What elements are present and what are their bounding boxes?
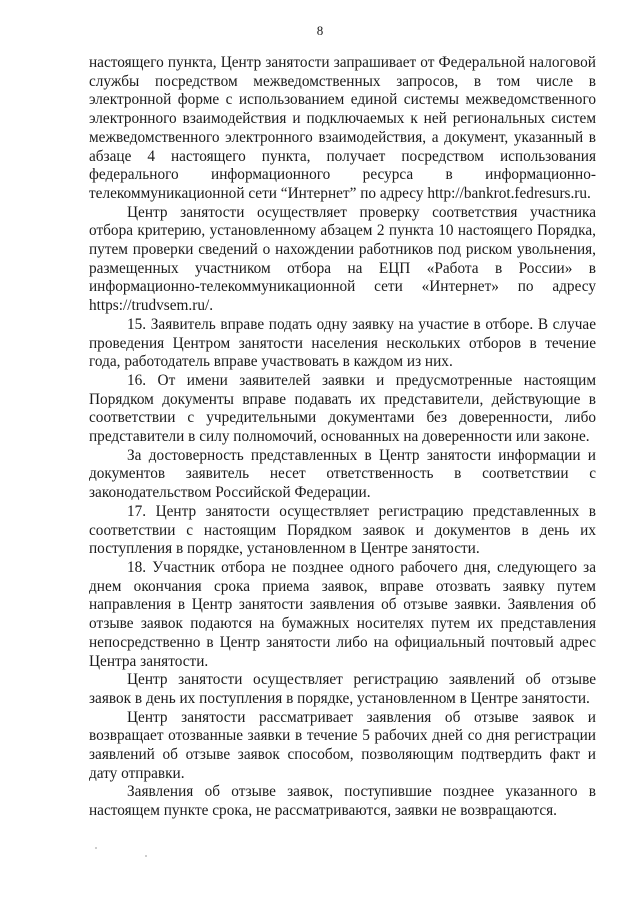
paragraph-continuation: настоящего пункта, Центр занятости запрашивает от Федеральной налоговой службы посредством межведомственных запросов, в том числе в электронной форме с использованием единой системы межведомственного электронного взаимодействия и подключаемых к ней региональных систем межведомственного электронного взаимодействия, а документ, указанный в абзаце 4 настоящего пункта, получает посредством использования федерального информационного ресурса в информационно-телекоммуникационной сети “Интернет” по адресу http://bankrot.fedresurs.ru.: [89, 54, 596, 202]
paragraph-withdrawal-registration: Центр занятости осуществляет регистрацию заявлений об отзыве заявок в день их поступления в порядке, установленном в Центре занятости.: [89, 671, 596, 707]
scan-speck: [95, 847, 97, 849]
paragraph-verification: Центр занятости осуществляет проверку соответствия участника отбора критерию, установленному абзацем 2 пункта 10 настоящего Порядка, путем проверки сведений о нахождении работников под риском увольнения, размещенных участником отбора на ЕЦП «Работа в России» в информационно-телекоммуникационной сети «Интернет» по адресу https://trudvsem.ru/.: [89, 203, 596, 315]
paragraph-item-18: 18. Участник отбора не позднее одного рабочего дня, следующего за днем окончания срока приема заявок, вправе отозвать заявку путем направления в Центр занятости заявления об отзыве заявки. Заявления об отзыве заявок подаются на бумажных носителях путем их представления непосредственно в Центр занятости либо на официальный почтовый адрес Центра занятости.: [89, 558, 596, 670]
paragraph-item-16: 16. От имени заявителей заявки и предусмотренные настоящим Порядком документы вправе подавать их представители, действующие в соответствии с учредительными документами без доверенности, либо представители в силу полномочий, основанных на доверенности или законе.: [89, 371, 596, 446]
scan-speck: [145, 855, 147, 857]
document-body: [89, 54, 596, 821]
paragraph-item-15: 15. Заявитель вправе подать одну заявку на участие в отборе. В случае проведения Центром занятости населения нескольких отборов в течение года, работодатель вправе участвовать в каждом из них.: [89, 315, 596, 371]
paragraph-late-withdrawals: Заявления об отзыве заявок, поступившие позднее указанного в настоящем пункте срока, не рассматриваются, заявки не возвращаются.: [89, 783, 596, 820]
paragraph-responsibility: За достоверность представленных в Центр занятости информации и документов заявитель несет ответственность в соответствии с законодательством Российской Федерации.: [89, 446, 596, 502]
paragraph-item-17: 17. Центр занятости осуществляет регистрацию представленных в соответствии с настоящим Порядком заявок и документов в день их поступления в порядке, установленном в Центре занятости.: [89, 502, 596, 558]
page-number: 8: [316, 23, 324, 38]
paragraph-withdrawal-review: Центр занятости рассматривает заявления об отзыве заявок и возвращает отозванные заявки в течение 5 рабочих дней со дня регистрации заявлений об отзыве заявок способом, позволяющим подтвердить факт и дату отправки.: [89, 708, 596, 782]
